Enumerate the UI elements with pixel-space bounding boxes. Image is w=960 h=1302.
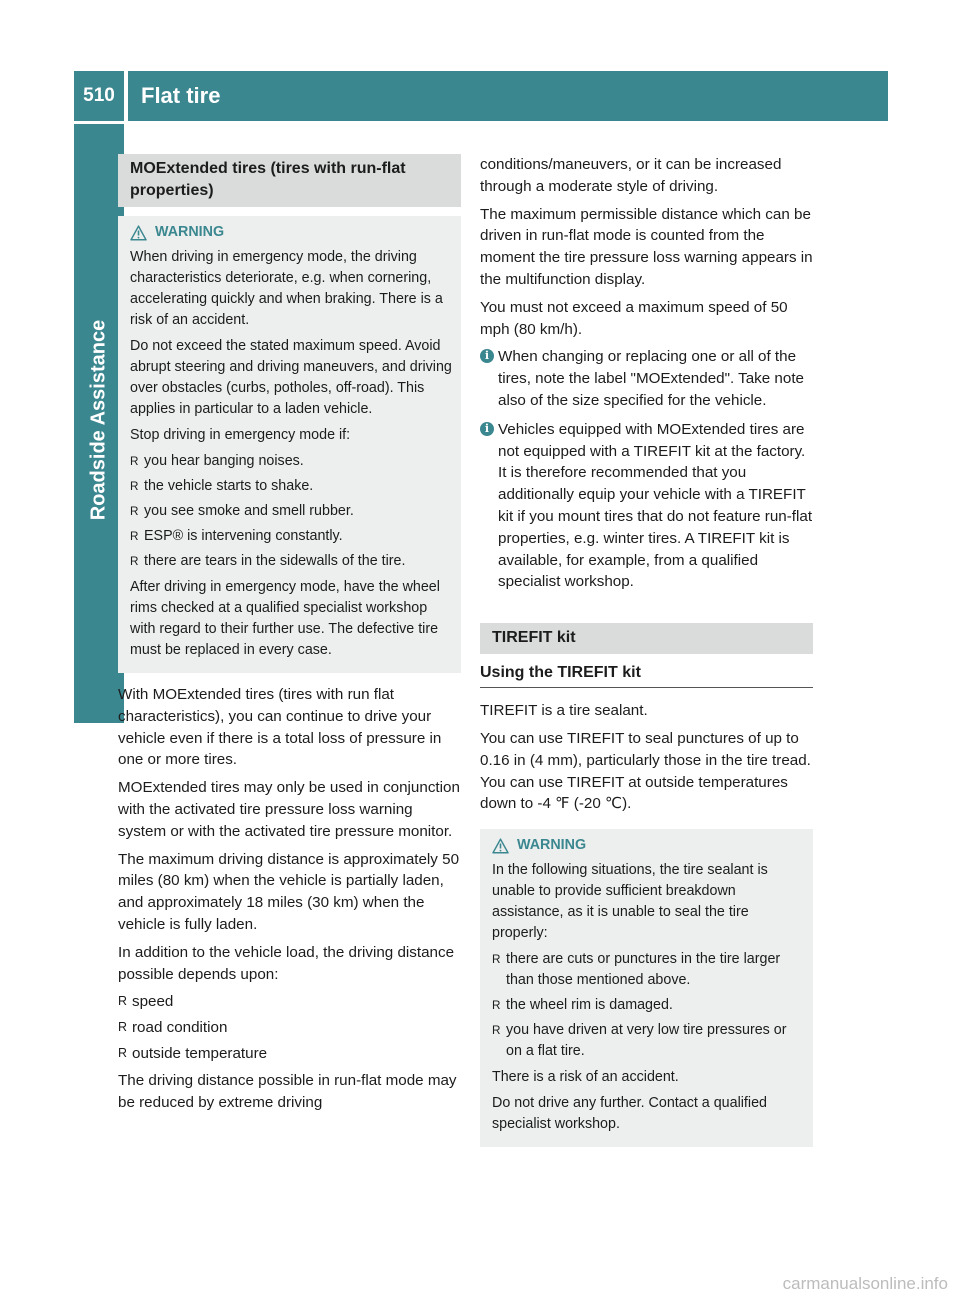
warning-text: Do not exceed the stated maximum speed. Avoid abrupt steering and driving maneuvers, and driving over obstacles (curbs, potholes, off-road). This applies in particular to a laden vehicle. <box>130 338 452 417</box>
list-item: R ESP® is intervening constantly. <box>130 526 453 547</box>
info-text: Vehicles equipped with MOExtended tires are not equipped with a TIREFIT kit at the factory. It is therefore recommended that you additionally equip your vehicle with a TIREFIT kit if you mount tires that do not feature run-flat properties, e.g. winter tires. A TIREFIT kit is available, for example, from a qualified specialist workshop. <box>498 420 813 591</box>
body-paragraph: TIREFIT is a tire sealant. <box>480 702 648 720</box>
page-title: Flat tire <box>128 71 888 121</box>
sub-heading-using-tirefit: Using the TIREFIT kit <box>480 662 813 688</box>
side-tab-marker <box>74 673 124 723</box>
left-column <box>118 154 461 1119</box>
body-paragraph: MOExtended tires may only be used in conjunction with the activated tire pressure loss warning system or with the activated tire pressure monitor. <box>118 779 460 840</box>
warning-box <box>118 216 461 673</box>
list-item: R there are tears in the sidewalls of the tire. <box>130 551 453 572</box>
watermark: carmanualsonline.info <box>782 1274 948 1293</box>
body-paragraph: You must not exceed a maximum speed of 50 mph (80 km/h). <box>480 298 788 338</box>
list-item: R you see smoke and smell rubber. <box>130 501 453 522</box>
list-item: R road condition <box>118 1017 461 1039</box>
info-icon: i <box>480 349 494 363</box>
warning-text: After driving in emergency mode, have the wheel rims checked at a qualified specialist workshop with regard to their further use. The defective tire must be replaced in every case. <box>130 579 440 658</box>
warning-text: Stop driving in emergency mode if: <box>130 427 351 443</box>
list-item: R the wheel rim is damaged. <box>492 995 805 1016</box>
warning-bullet-list <box>492 949 805 1062</box>
warning-label: WARNING <box>155 224 225 240</box>
side-tab-label: Roadside Assistance <box>87 319 110 521</box>
list-item: R there are cuts or punctures in the tire larger than those mentioned above. <box>492 949 805 991</box>
body-paragraph: The maximum driving distance is approximately 50 miles (80 km) when the vehicle is partially laden, and approximately 18 miles (30 km) when the vehicle is fully laden. <box>118 850 460 933</box>
list-item: R you have driven at very low tire pressures or on a flat tire. <box>492 1020 805 1062</box>
body-paragraph: In addition to the vehicle load, the driving distance possible depends upon: <box>118 943 455 983</box>
info-icon: i <box>480 422 494 436</box>
warning-header <box>492 835 805 856</box>
info-note <box>480 419 813 593</box>
right-column <box>480 154 813 1158</box>
body-paragraph: You can use TIREFIT to seal punctures of up to 0.16 in (4 mm), particularly those in the tire tread. You can use TIREFIT at outside temperatures down to -4 ℉ (-20 ℃). <box>480 729 811 813</box>
body-paragraph: With MOExtended tires (tires with run flat characteristics), you can continue to drive your vehicle even if there is a total loss of pressure in one or more tires. <box>118 686 442 769</box>
warning-text: Do not drive any further. Contact a qualified specialist workshop. <box>492 1095 767 1133</box>
warning-triangle-icon <box>130 225 147 241</box>
section-heading-tirefit: TIREFIT kit <box>480 623 813 654</box>
warning-text: There is a risk of an accident. <box>492 1069 679 1086</box>
warning-text: When driving in emergency mode, the driving characteristics deteriorate, e.g. when cornering, accelerating quickly and when braking. There is a risk of an accident. <box>130 249 443 328</box>
warning-box <box>480 829 813 1147</box>
body-paragraph: conditions/maneuvers, or it can be increased through a moderate style of driving. <box>480 156 782 195</box>
info-note <box>480 346 813 411</box>
bullet-list <box>118 991 461 1064</box>
body-paragraph: The driving distance possible in run-flat mode may be reduced by extreme driving <box>118 1071 457 1111</box>
info-text: When changing or replacing one or all of the tires, note the label "MOExtended". Take note also of the size specified for the vehicle. <box>498 348 804 409</box>
body-paragraph: The maximum permissible distance which can be driven in run-flat mode is counted from the moment the tire pressure loss warning appears in the multifunction display. <box>480 205 813 288</box>
warning-bullet-list <box>130 451 453 572</box>
list-item: R you hear banging noises. <box>130 451 453 472</box>
list-item: R the vehicle starts to shake. <box>130 476 453 497</box>
warning-label: WARNING <box>517 837 587 854</box>
warning-triangle-icon <box>492 838 509 854</box>
list-item: R outside temperature <box>118 1043 461 1065</box>
section-heading-moextended: MOExtended tires (tires with run-flat properties) <box>118 154 461 207</box>
page-number: 510 <box>74 71 124 121</box>
list-item: R speed <box>118 991 461 1013</box>
warning-text: In the following situations, the tire sealant is unable to provide sufficient breakdown assistance, as it is unable to seal the tire properly: <box>492 862 768 942</box>
warning-header <box>130 222 453 243</box>
